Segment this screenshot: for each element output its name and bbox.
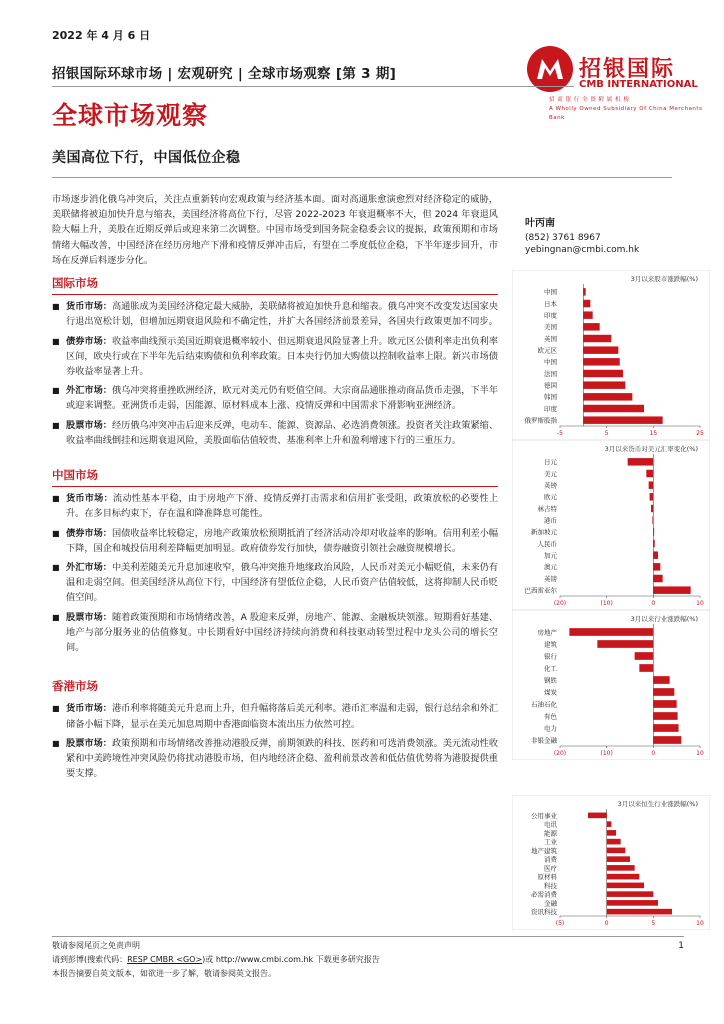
bar (607, 839, 621, 845)
category-label: 美国 (544, 323, 557, 332)
bullet-head: 债券市场： (66, 335, 112, 347)
bullet-text (66, 334, 498, 380)
tick-label: 5 (604, 430, 609, 437)
author-phone: (852) 3761 8967 (525, 233, 601, 243)
hk-bullet (52, 736, 498, 782)
category-label: 日本 (544, 299, 557, 308)
bullet-square-icon: ■ (52, 528, 60, 538)
chart-title: 3月以来股市涨跌幅(%) (630, 275, 698, 283)
category-label: 金融 (544, 899, 557, 908)
bar (607, 865, 635, 871)
bullet-text (66, 736, 498, 782)
category-label: 欧元 (544, 493, 557, 502)
tick-label: 15 (649, 430, 658, 437)
category-label: 石油石化 (531, 700, 557, 709)
tick-label: 10 (696, 600, 704, 607)
bar (651, 505, 653, 512)
intl-bullet (52, 299, 498, 329)
section-title-china: 中国市场 (52, 468, 498, 487)
category-label: 日元 (544, 458, 557, 467)
tick-label: 10 (696, 750, 704, 757)
category-label: 林吉特 (537, 504, 557, 513)
bullet-text (66, 610, 498, 656)
bullet-body: 经历俄乌冲突冲击后迎来反弹，电动车、能源、资源品、必选消费领涨。投资者关注政策紧缩、收益率曲线倒挂和远期衰退风险，美股面临估值较贵、基准利率上升和盈利增速下行的三重压力。 (66, 419, 499, 446)
tick-label: (5) (555, 920, 565, 927)
bar (583, 300, 590, 307)
category-label: 港币 (544, 516, 557, 525)
bullet-square-icon: ■ (52, 386, 60, 396)
author-email[interactable]: yebingnan@cmbi.com.hk (525, 245, 640, 255)
bloomberg-mid: )或 http://www.cmbi.com.hk 下载更多研究报告 (202, 955, 380, 964)
header-divider (52, 86, 574, 87)
category-label: 消费 (544, 855, 557, 864)
bar (653, 700, 676, 708)
bar (583, 405, 644, 412)
bar (653, 540, 654, 547)
subtitle: 美国高位下行，中国低位企稳 (52, 150, 241, 166)
intl-bullet (52, 334, 498, 380)
bullet-text (66, 383, 498, 413)
category-label: 印度 (544, 404, 557, 413)
bar (653, 736, 681, 744)
tick-label: 0 (651, 600, 656, 607)
bullet-head: 货币市场： (66, 493, 113, 505)
author-box (525, 218, 639, 256)
chart-title: 3月以来行业涨跌幅(%) (630, 615, 698, 623)
chart-stock-markets (512, 270, 710, 440)
report-body (52, 192, 498, 786)
category-label: 美元 (544, 469, 557, 478)
chart-currencies (512, 440, 710, 610)
bar (583, 335, 611, 342)
logo-sub-en: A Wholly Owned Subsidiary Of China Merchants Bank (549, 106, 703, 121)
bar (653, 586, 690, 593)
china-bullet (52, 560, 498, 606)
bullet-body: 国债收益率比较稳定，房地产政策放松预期抵消了经济活动冷却对收益率的影响。信用利差小幅下降，国企和城投信用利差降幅更加明显。政府债券发行加快，债券融资引领社会融资规模增长。 (66, 527, 499, 554)
bar (583, 416, 662, 423)
category-label: 俄罗斯股指 (524, 416, 557, 425)
tick-label: 10 (696, 920, 704, 927)
tick-label: 0 (604, 920, 609, 927)
bullet-head: 股票市场： (66, 419, 112, 431)
report-date: 2022 年 4 月 6 日 (52, 29, 151, 42)
category-label: 煤炭 (544, 688, 557, 697)
bullet-head: 货币市场： (66, 301, 112, 313)
bar (607, 856, 630, 862)
bar (607, 900, 658, 906)
logo-en: CMB INTERNATIONAL (579, 79, 698, 90)
bullet-body: 中美利差随美元升息加速收窄，俄乌冲突推升地缘政治风险，人民币对美元小幅贬值，未来仍有温和走弱空间。但美国经济从高位下行，中国经济有望低位企稳，人民币资产估值较低，这将抑制人民币贬值空间。 (66, 562, 499, 604)
disclaimer-note: 敬请参阅尾页之免责声明 (52, 941, 140, 950)
footer (52, 936, 684, 981)
bullet-head: 股票市场： (66, 611, 112, 623)
logo-subtitle (549, 96, 714, 123)
bar (607, 891, 654, 897)
bar (653, 563, 660, 570)
series-title: 招银国际环球市场 | 宏观研究 | 全球市场观察 [第 3 期] (52, 66, 397, 82)
bullet-body: 俄乌冲突将重挫欧洲经济，欧元对美元仍有贬值空间。大宗商品通胀推动商品货币走强，下半年或迎来调整。亚洲货币走弱，因能源、原材料成本上涨、疫情反弹和中国需求下滑影响亚洲经济。 (66, 385, 499, 412)
author-name: 叶丙南 (525, 218, 555, 229)
bullet-square-icon: ■ (52, 420, 60, 430)
bar (653, 575, 662, 582)
main-title: 全球市场观察 (52, 101, 209, 130)
category-label: 人民币 (537, 539, 557, 548)
bar (607, 874, 640, 880)
category-label: 工业 (544, 838, 557, 847)
bar (653, 676, 669, 684)
chart-a-share-sectors (512, 610, 710, 760)
bar (583, 311, 592, 318)
bullet-square-icon: ■ (52, 563, 60, 573)
bar (583, 346, 618, 353)
bar (635, 652, 654, 660)
title-divider (52, 177, 672, 178)
category-label: 巴西雷亚尔 (524, 586, 557, 595)
tick-label: (20) (553, 600, 567, 607)
bar (653, 551, 658, 558)
bar (583, 381, 625, 388)
category-label: 欧元区 (537, 346, 557, 355)
bar (653, 724, 678, 732)
chart-frame (512, 440, 710, 610)
chart-frame (512, 270, 710, 440)
category-label: 能源 (544, 829, 557, 838)
category-label: 原材料 (537, 873, 557, 882)
bullet-body: 随着政策预期和市场情绪改善，A 股迎来反弹，房地产、能源、金融板块领涨。短期看好基建、地产与部分服务业的估值修复。中长期看好中国经济持续向消费和科技驱动转型过程中龙头公司的增长空间。 (66, 611, 498, 654)
bloomberg-pre: 请到彭博(搜索代码： (52, 955, 128, 964)
category-label: 有色 (544, 712, 557, 721)
category-label: 必需消费 (531, 890, 557, 899)
chart-title: 3月以来恒生行业涨跌幅(%) (617, 800, 698, 808)
intro-paragraph: 市场逐步消化俄乌冲突后，关注点重新转向宏观政策与经济基本面。面对高通胀愈演愈烈对经济稳定的威胁，美联储将被迫加快升息与缩表，美国经济将高位下行，尽管 2022-2023 年衰退概率不大，但 2024 年衰退风险大幅上升，美股在近期反弹后或迎来第二次调整。中国市场受到国务院金稳委会议的提振，政策预期和市场情绪大幅改善，中国经济在经历房地产下滑和疫情反弹冲击后，有望在二季度低位企稳，下半年逐步回升，市场在反弹后料逐步分化。 (52, 194, 498, 266)
tick-label: 5 (651, 920, 656, 927)
bullet-head: 债券市场： (66, 527, 112, 539)
bullet-square-icon: ■ (52, 336, 60, 346)
category-label: 建筑 (544, 640, 557, 649)
bullet-text (66, 418, 498, 448)
category-label: 公用事业 (531, 811, 557, 820)
bar (597, 640, 653, 648)
bar (607, 830, 616, 836)
category-label: 中国 (544, 358, 557, 367)
bar (652, 516, 653, 523)
intl-bullet (52, 418, 498, 448)
category-label: 印度 (544, 311, 557, 320)
bullet-body: 收益率曲线预示美国近期衰退概率较小、但远期衰退风险显著上升。欧元区公债利率走出负利率区间，欧央行或在下半年先后结束购债和负利率政策。日本央行仍加大购债以控制收益率上限。新兴市场债券收益率显著上升。 (66, 335, 499, 378)
bar (653, 688, 674, 696)
china-bullet (52, 610, 498, 656)
category-label: 韩国 (544, 393, 557, 402)
bloomberg-note (52, 953, 684, 967)
tick-label: 25 (696, 430, 704, 437)
category-label: 非银金融 (531, 736, 557, 745)
tick-label: (10) (600, 750, 613, 757)
intl-bullet (52, 383, 498, 413)
chart-hk-sectors (512, 795, 710, 930)
tick-label: -5 (557, 430, 563, 437)
bar (653, 712, 677, 720)
chart-title: 3月以来货币对美元汇率变化(%) (604, 445, 698, 453)
bar (646, 470, 653, 477)
category-label: 英国 (544, 334, 557, 343)
bar (650, 493, 654, 500)
category-label: 医疗 (544, 864, 557, 873)
bar (583, 370, 623, 377)
section-hk (52, 701, 498, 781)
bar (607, 909, 672, 915)
category-label: 钢铁 (544, 676, 557, 685)
bullet-square-icon: ■ (52, 738, 60, 748)
bar (583, 393, 632, 400)
bullet-body: 港币利率将随美元升息而上升，但升幅将落后美元利率。港币汇率温和走弱，银行总结余和外汇储备小幅下降，显示在美元加息周期中香港面临资本流出压力依然可控。 (66, 703, 499, 730)
category-label: 银行 (544, 652, 557, 661)
bullet-text (66, 560, 498, 606)
bullet-square-icon: ■ (52, 612, 60, 622)
logo-sub-cn: 招 商 银 行 全 资 附 属 机 构 (549, 97, 630, 103)
category-label: 英镑 (544, 481, 557, 490)
category-label: 德国 (544, 381, 557, 390)
category-label: 电讯 (544, 820, 557, 829)
bar (583, 358, 619, 365)
category-label: 地产建筑 (531, 846, 557, 855)
bullet-body: 高通胀成为美国经济稳定最大威胁，美联储将被迫加快升息和缩表。俄乌冲突不改变发达国家央行退出宽松计划，但增加远期衰退风险和不确定性，并扩大各国经济前景差异，各国央行政策更加不同步。 (66, 301, 499, 328)
category-label: 电力 (544, 724, 557, 733)
bar (569, 628, 653, 636)
bullet-text (66, 701, 498, 731)
bar (607, 848, 626, 854)
category-label: 英镑 (544, 574, 557, 583)
bullet-square-icon: ■ (52, 494, 60, 504)
bar (588, 813, 607, 819)
category-label: 加元 (544, 551, 557, 560)
bloomberg-link[interactable]: RESP CMBR <GO> (127, 955, 203, 964)
category-label: 澳元 (544, 563, 557, 572)
bar (639, 664, 653, 672)
category-label: 科技 (544, 881, 557, 890)
bar (649, 481, 654, 488)
bar (607, 883, 644, 889)
bullet-body: 流动性基本平稳，由于房地产下滑、疫情反弹打击需求和信用扩张受阻，政策放松的必要性上升。在多目标约束下，存在温和降准降息可能性。 (66, 493, 499, 520)
category-label: 化工 (544, 664, 557, 673)
bar (583, 323, 599, 330)
bullet-head: 货币市场： (66, 703, 112, 715)
bar (628, 458, 654, 465)
china-bullet (52, 526, 498, 556)
china-bullet (52, 491, 498, 521)
hk-bullet (52, 701, 498, 731)
tick-label: (20) (553, 750, 567, 757)
bullet-text (66, 491, 498, 521)
tick-label: (10) (600, 600, 613, 607)
category-label: 资讯科技 (531, 908, 557, 917)
section-intl (52, 299, 498, 448)
section-title-hk: 香港市场 (52, 679, 98, 694)
category-label: 中国 (544, 288, 557, 297)
bar (653, 528, 654, 535)
bullet-square-icon: ■ (52, 704, 60, 714)
bullet-head: 股票市场： (66, 737, 112, 749)
bullet-head: 外汇市场： (66, 385, 112, 397)
english-note: 本报告摘要自英文版本，如欲进一步了解，敬请参阅英文报告。 (52, 969, 276, 978)
bullet-body: 政策预期和市场情绪改善推动港股反弹，前期领跌的科技、医药和可选消费领涨。美元流动性收紧和中美跨境性冲突风险仍将扰动港股市场，但内地经济企稳、盈利前景改善和低估值优势将为港股提供重要支撑。 (66, 737, 499, 780)
bullet-text (66, 299, 498, 329)
page-number: 1 (678, 941, 684, 951)
section-china (52, 491, 498, 655)
bullet-text (66, 526, 498, 556)
bar (583, 288, 585, 295)
logo-cn: 招银国际 (579, 57, 676, 82)
section-title-intl: 国际市场 (52, 276, 498, 295)
bullet-head: 外汇市场： (66, 562, 112, 574)
bar (607, 821, 612, 827)
category-label: 新加坡元 (531, 528, 557, 537)
category-label: 房地产 (537, 628, 557, 637)
bullet-square-icon: ■ (52, 302, 60, 312)
category-label: 法国 (544, 369, 557, 378)
tick-label: 0 (651, 750, 656, 757)
